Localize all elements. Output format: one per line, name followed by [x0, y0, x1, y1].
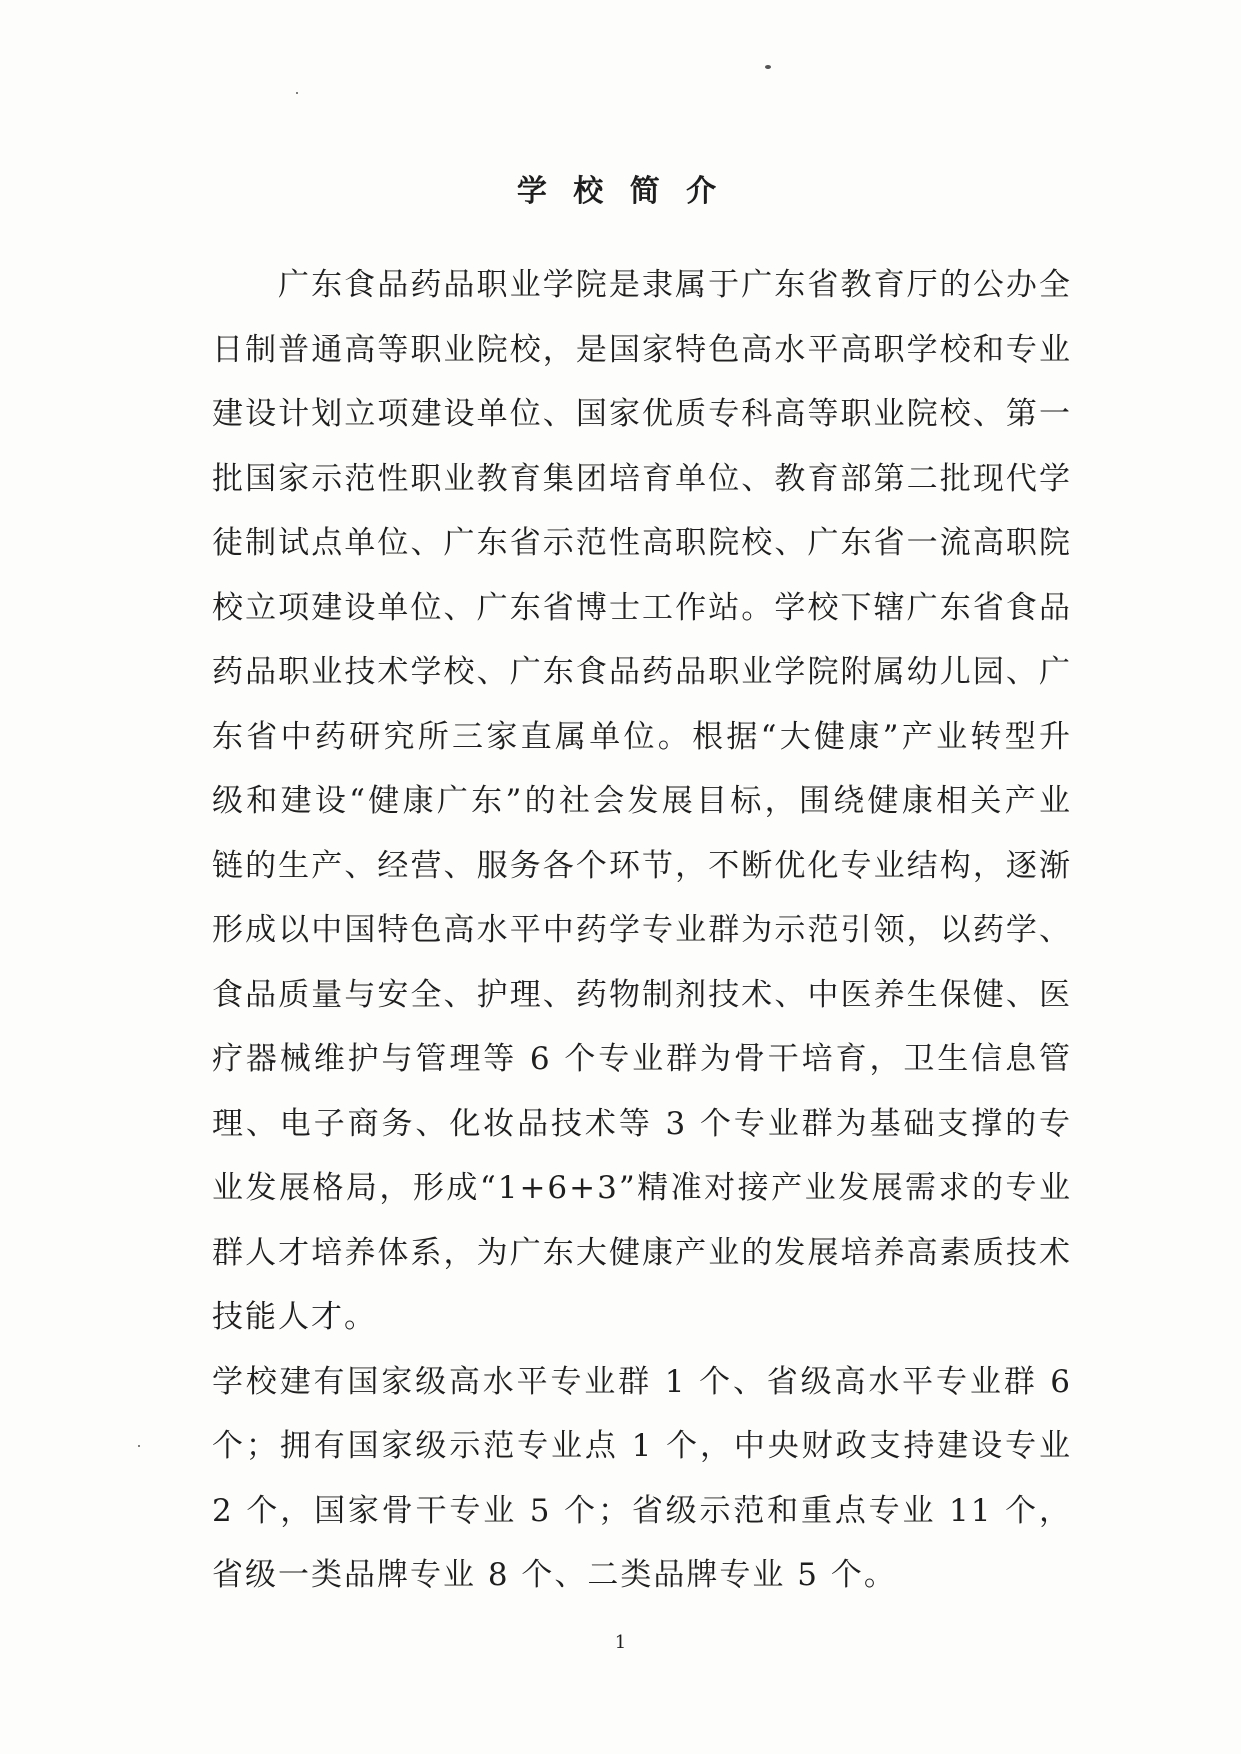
paragraph-intro: 广东食品药品职业学院是隶属于广东省教育厅的公办全日制普通高等职业院校，是国家特色高水平高职学校和专业建设计划立项建设单位、国家优质专科高等职业院校、第一批国家示范性职业教育集团培育单位、教育部第二批现代学徒制试点单位、广东省示范性高职院校、广东省一流高职院校立项建设单位、广东省博士工作站。学校下辖广东省食品药品职业技术学校、广东食品药品职业学院附属幼儿园、广东省中药研究所三家直属单位。根据“大健康”产业转型升级和建设“健康广东”的社会发展目标，围绕健康相关产业链的生产、经营、服务各个环节，不断优化专业结构，逐渐形成以中国特色高水平中药学专业群为示范引领，以药学、食品质量与安全、护理、药物制剂技术、中医养生保健、医疗器械维护与管理等 6 个专业群为骨干培育，卫生信息管理、电子商务、化妆品技术等 3 个专业群为基础支撑的专业发展格局，形成“1+6+3”精准对接产业发展需求的专业群人才培养体系，为广东大健康产业的发展培养高素质技术技能人才。 [212, 267, 1072, 1335]
paragraph-majors: 学校建有国家级高水平专业群 1 个、省级高水平专业群 6 个；拥有国家级示范专业点 1 个，中央财政支持建设专业 2 个，国家骨干专业 5 个；省级示范和重点专业 11 个，省级一类品牌专业 8 个、二类品牌专业 5 个。 [212, 1363, 1072, 1593]
page-title: 学 校 简 介 [516, 174, 725, 209]
page-number: 1 [614, 1632, 627, 1653]
scan-speck [138, 1445, 140, 1447]
scan-speck [296, 92, 298, 94]
body-text [212, 253, 1072, 1608]
scan-speck [765, 65, 771, 69]
